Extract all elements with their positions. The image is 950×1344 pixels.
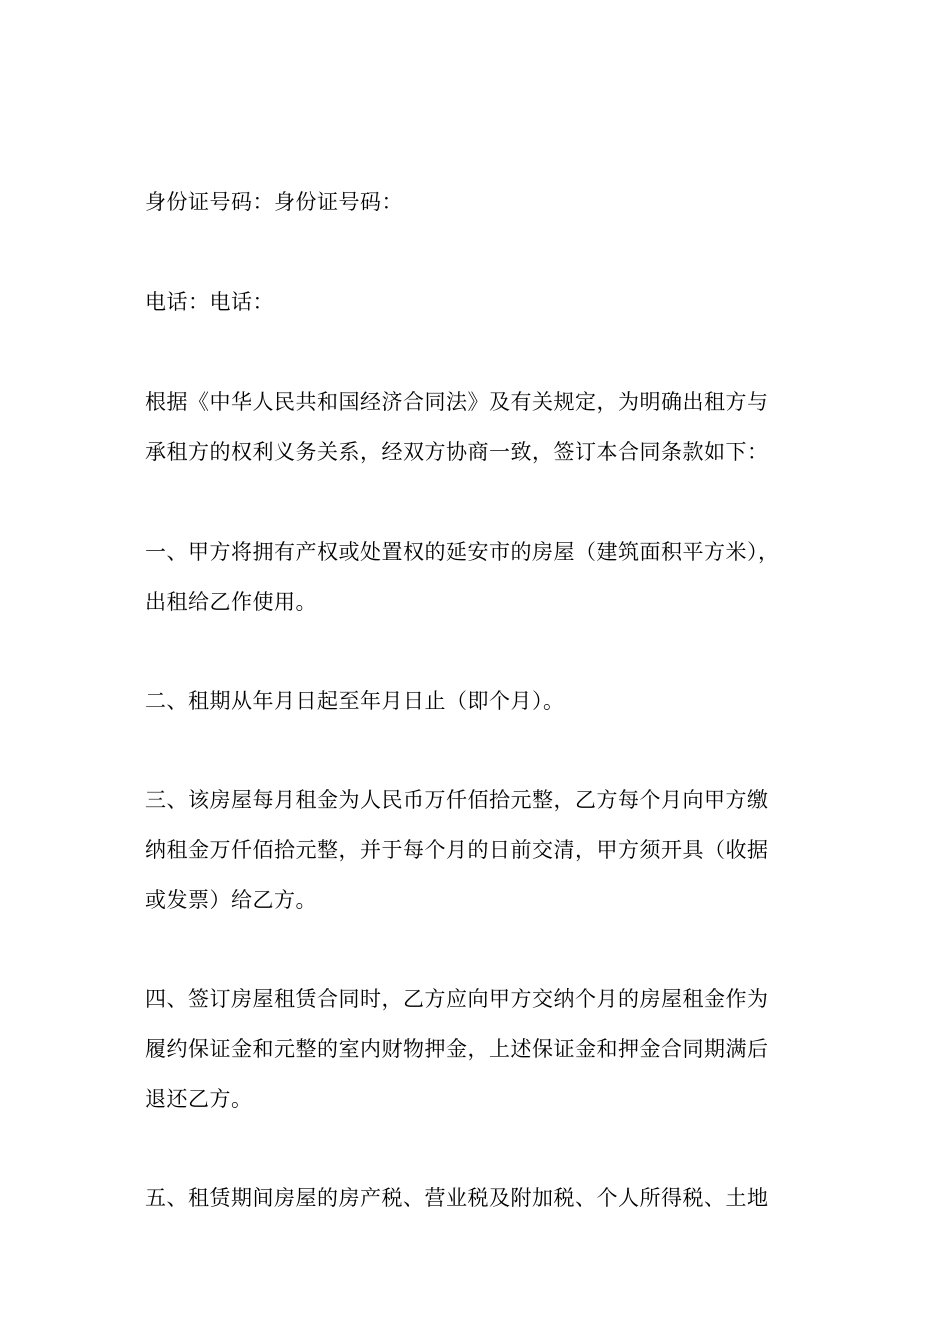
clause-4-line-2: 履约保证金和元整的室内财物押金，上述保证金和押金合同期满后 — [145, 1037, 769, 1061]
clause-2-line-1: 二、租期从年月日起至年月日止（即个月）。 — [145, 689, 565, 713]
clause-3-line-2: 纳租金万仟佰拾元整，并于每个月的日前交清，甲方须开具（收据 — [145, 838, 769, 862]
clause-1-line-1: 一、甲方将拥有产权或处置权的延安市的房屋（建筑面积平方米）， — [145, 540, 780, 564]
intro-line-2: 承租方的权利义务关系，经双方协商一致，签订本合同条款如下： — [145, 440, 769, 464]
clause-1-line-2: 出租给乙作使用。 — [145, 590, 317, 614]
clause-4-line-1: 四、签订房屋租赁合同时，乙方应向甲方交纳个月的房屋租金作为 — [145, 987, 769, 1011]
intro-line-1: 根据《中华人民共和国经济合同法》及有关规定，为明确出租方与 — [145, 390, 769, 414]
clause-3-line-1: 三、该房屋每月租金为人民币万仟佰拾元整，乙方每个月向甲方缴 — [145, 788, 769, 812]
clause-4-line-3: 退还乙方。 — [145, 1087, 253, 1111]
clause-5-line-1: 五、租赁期间房屋的房产税、营业税及附加税、个人所得税、土地 — [145, 1186, 769, 1210]
id-number-line: 身份证号码：身份证号码： — [145, 190, 403, 214]
phone-line: 电话：电话： — [145, 290, 274, 314]
clause-3-line-3: 或发票）给乙方。 — [145, 888, 317, 912]
